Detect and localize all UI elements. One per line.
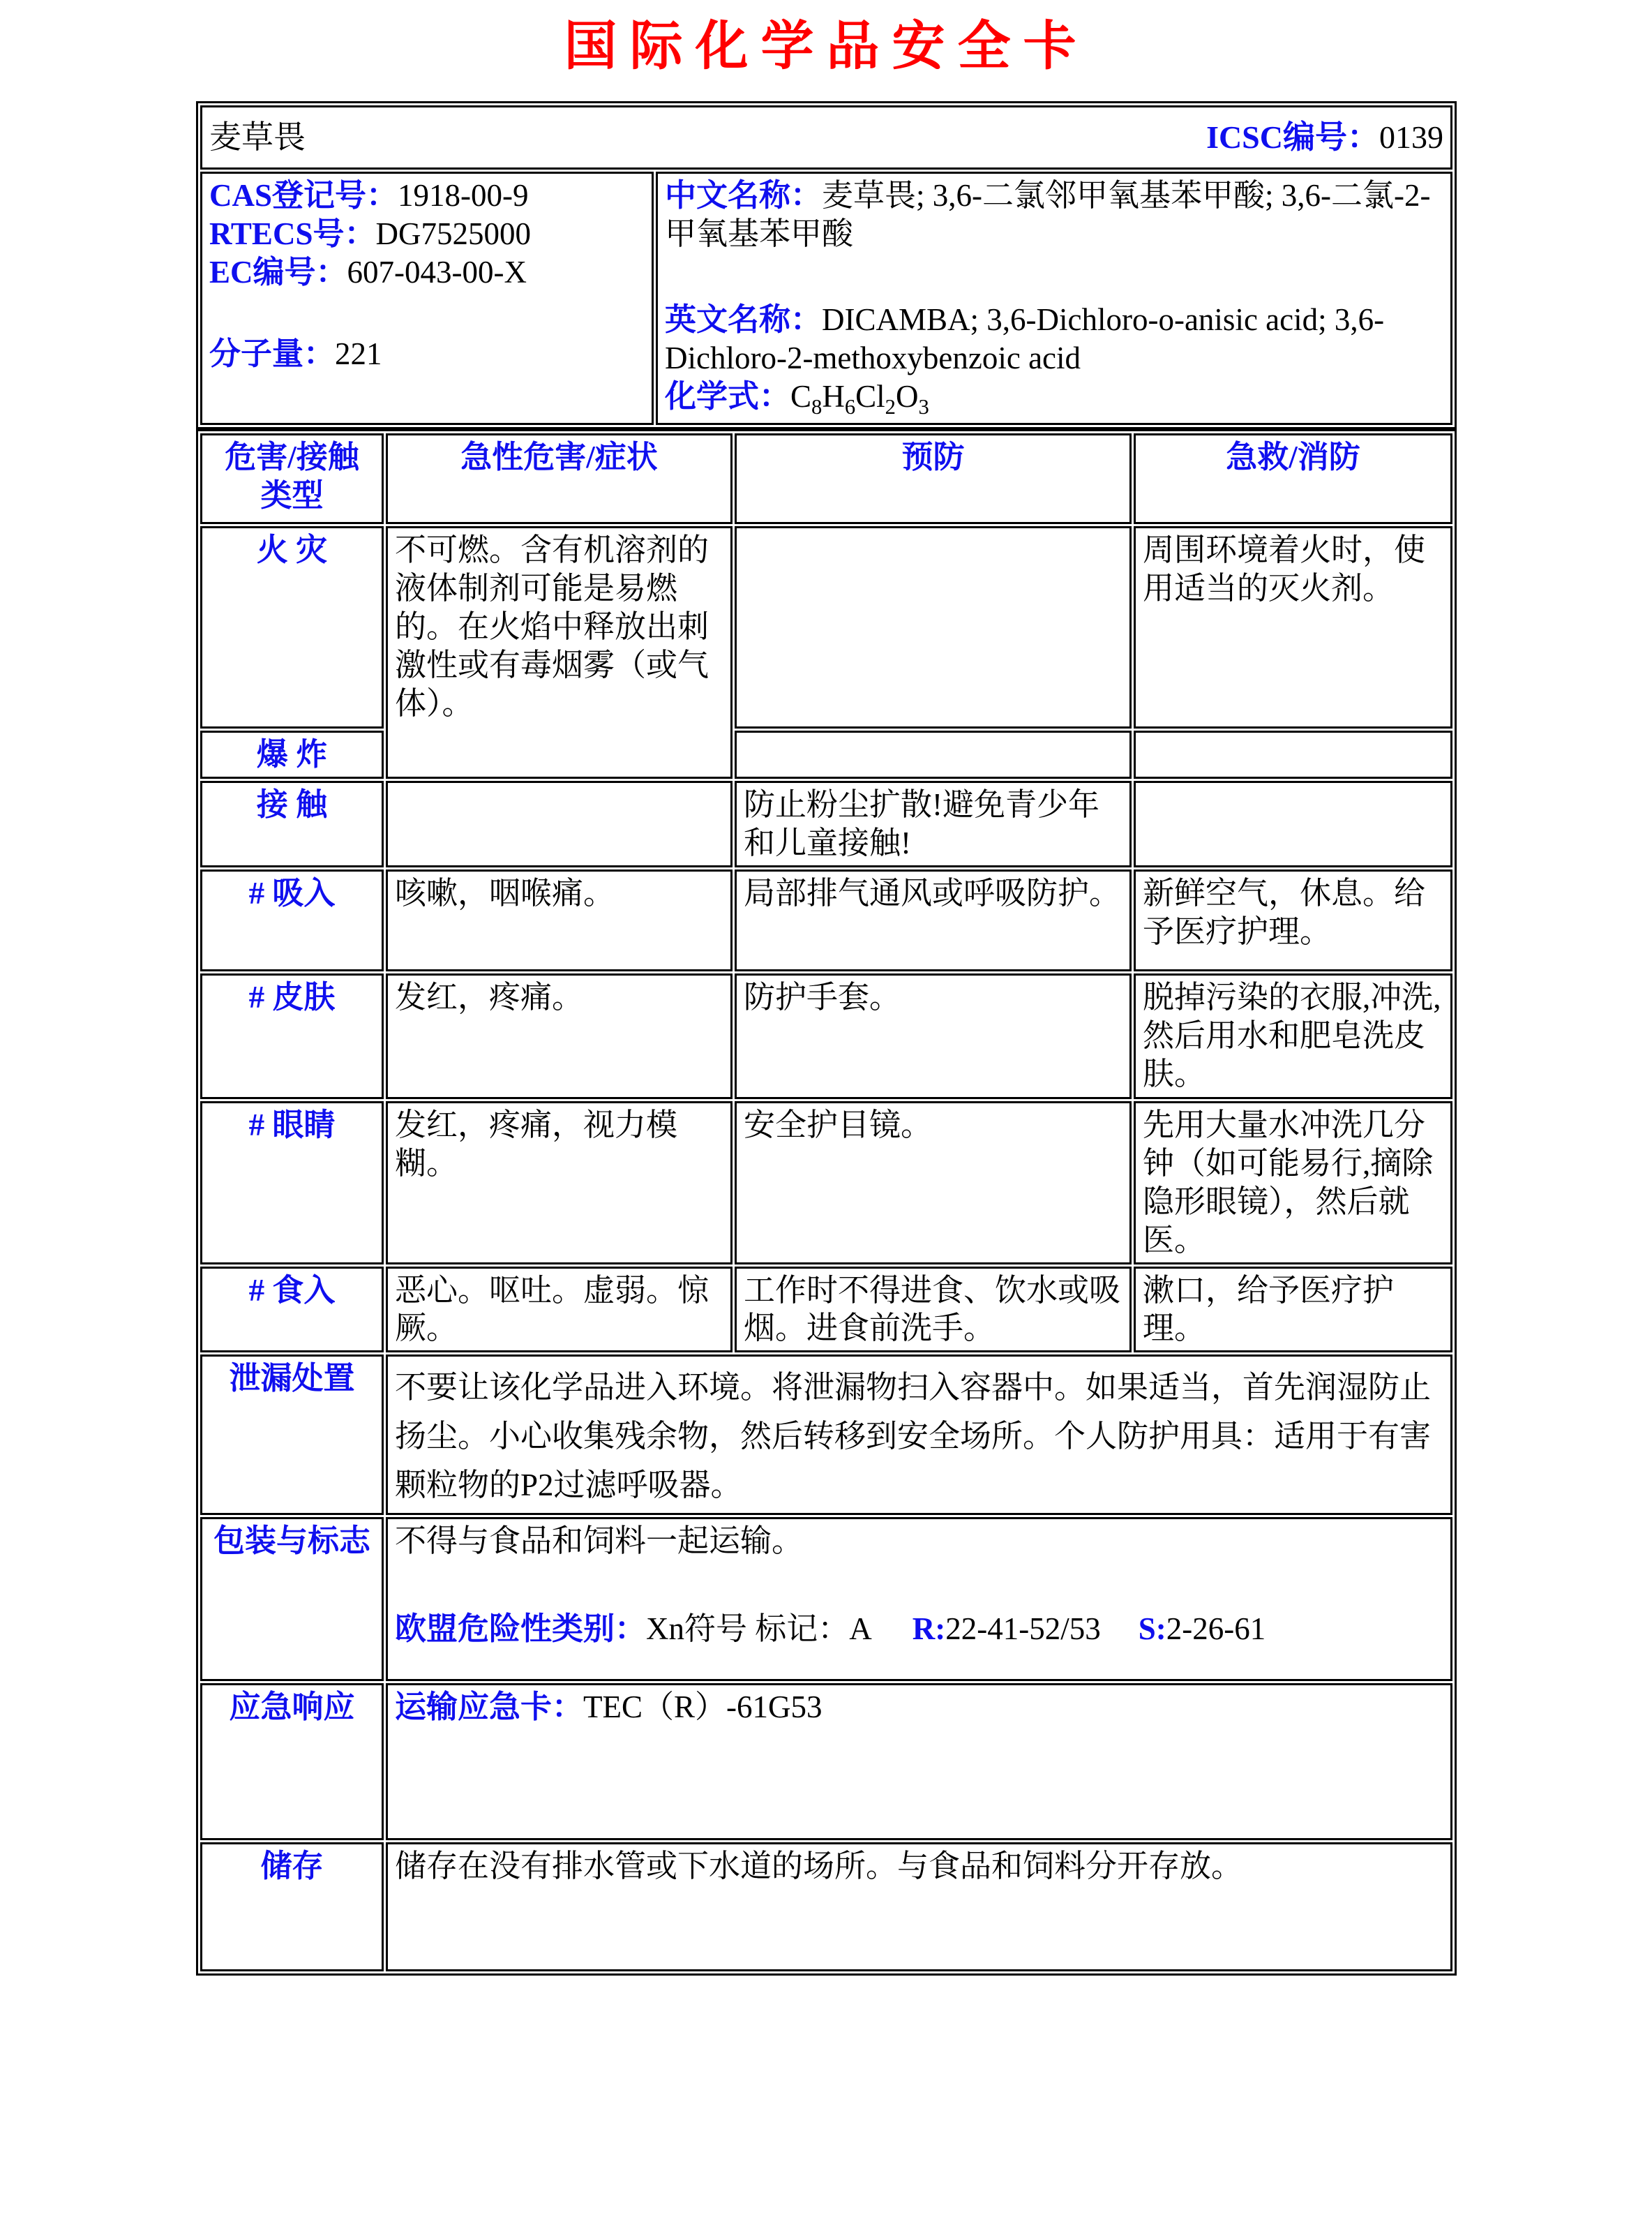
names-cell	[656, 172, 1452, 425]
col-header-first-aid: 急救/消防	[1134, 433, 1452, 524]
eu-hazard-class-value: Xn符号 标记：A	[646, 1611, 872, 1647]
cas-label: CAS登记号：	[209, 178, 398, 214]
eu-hazard-class-line	[395, 1610, 1443, 1648]
ec-value: 607-043-00-X	[347, 255, 527, 290]
fire-first-aid-cell: 周围环境着火时，使用适当的灭火剂。	[1134, 526, 1452, 729]
row-label-storage: 储存	[200, 1842, 384, 1971]
s-phrase: S:2-26-61	[1138, 1611, 1266, 1647]
hazard-table	[196, 429, 1457, 1975]
explosion-first-aid-cell	[1134, 731, 1452, 779]
rtecs-line	[209, 215, 645, 253]
eyes-first-aid-cell: 先用大量水冲洗几分钟（如可能易行,摘除隐形眼镜），然后就医。	[1134, 1101, 1452, 1264]
molecular-weight-label: 分子量：	[209, 336, 336, 372]
contact-prevention-cell: 防止粉尘扩散!避免青少年和儿童接触!	[735, 781, 1132, 867]
ingestion-first-aid-cell: 漱口，给予医疗护理。	[1134, 1267, 1452, 1353]
row-label-explosion: 爆 炸	[200, 731, 384, 779]
col-header-hazard-type: 危害/接触 类型	[200, 433, 384, 524]
row-label-ingestion: # 食入	[200, 1267, 384, 1353]
row-label-inhalation: # 吸入	[200, 870, 384, 971]
eyes-symptoms-cell: 发红，疼痛，视力模糊。	[386, 1101, 733, 1264]
skin-symptoms-cell: 发红，疼痛。	[386, 973, 733, 1099]
formula-label: 化学式：	[665, 378, 791, 414]
row-label-skin: # 皮肤	[200, 973, 384, 1099]
explosion-prevention-cell	[735, 731, 1132, 779]
english-name-label: 英文名称：	[665, 302, 823, 338]
inhalation-prevention-cell: 局部排气通风或呼吸防护。	[735, 870, 1132, 971]
eyes-prevention-cell: 安全护目镜。	[735, 1101, 1132, 1264]
ec-line	[209, 253, 645, 292]
ec-label: EC编号：	[209, 255, 347, 290]
icsc-label: ICSC编号：	[1206, 119, 1379, 156]
cas-value: 1918-00-9	[398, 178, 529, 214]
fire-prevention-cell	[735, 526, 1132, 729]
inhalation-first-aid-cell: 新鲜空气，休息。给予医疗护理。	[1134, 870, 1452, 971]
rtecs-label: RTECS号：	[209, 216, 376, 252]
tec-card-label: 运输应急卡：	[395, 1689, 584, 1724]
formula-line	[665, 378, 1443, 420]
rtecs-value: DG7525000	[375, 216, 531, 252]
molecular-weight-value: 221	[335, 336, 382, 372]
chinese-name-value: 麦草畏; 3,6-二氯邻甲氧基苯甲酸; 3,6-二氯-2-甲氧基苯甲酸	[665, 178, 1431, 252]
packaging-transport-note: 不得与食品和饲料一起运输。	[395, 1523, 804, 1558]
spillage-disposal-content: 不要让该化学品进入环境。将泄漏物扫入容器中。如果适当，首先润湿防止扬尘。小心收集残余物，然后转移到安全场所。个人防护用具：适用于有害颗粒物的P2过滤呼吸器。	[386, 1354, 1452, 1514]
chinese-name-line	[665, 177, 1443, 253]
molecular-weight-line	[209, 335, 645, 373]
cas-line	[209, 177, 645, 215]
row-label-fire: 火 灾	[200, 526, 384, 729]
row-label-eyes: # 眼睛	[200, 1101, 384, 1264]
r-phrase: R:22-41-52/53	[912, 1611, 1101, 1647]
page-title: 国际化学品安全卡	[564, 17, 1089, 76]
chemical-formula: $C_8H_6Cl_2O_3$	[790, 378, 929, 419]
ingestion-prevention-cell: 工作时不得进食、饮水或吸烟。进食前洗手。	[735, 1267, 1132, 1353]
skin-prevention-cell: 防护手套。	[735, 973, 1132, 1099]
inhalation-symptoms-cell: 咳嗽，咽喉痛。	[386, 870, 733, 971]
fire-symptoms-cell: 不可燃。含有机溶剂的液体制剂可能是易燃的。在火焰中释放出刺激性或有毒烟雾（或气体）。	[386, 526, 733, 779]
eu-hazard-class-label: 欧盟危险性类别：	[395, 1611, 647, 1647]
tec-card-value: TEC（R）-61G53	[583, 1689, 823, 1724]
packaging-labelling-content	[386, 1517, 1452, 1681]
english-name-line	[665, 301, 1443, 378]
chinese-name-label: 中文名称：	[665, 178, 823, 214]
skin-first-aid-cell: 脱掉污染的衣服,冲洗,然后用水和肥皂洗皮肤。	[1134, 973, 1452, 1099]
row-label-emergency-response: 应急响应	[200, 1683, 384, 1840]
ingestion-symptoms-cell: 恶心。呕吐。虚弱。惊厥。	[386, 1267, 733, 1353]
english-name-value: DICAMBA; 3,6-Dichloro-o-anisic acid; 3,6-Dichloro-2-methoxybenzoic acid	[665, 302, 1385, 376]
icsc-number-group	[1206, 118, 1443, 157]
row-label-spillage-disposal: 泄漏处置	[200, 1354, 384, 1514]
substance-name: 麦草畏	[209, 119, 306, 156]
contact-first-aid-cell	[1134, 781, 1452, 867]
identification-table	[196, 101, 1457, 429]
substance-header-cell	[200, 105, 1452, 170]
emergency-response-content	[386, 1683, 1452, 1840]
col-header-symptoms: 急性危害/症状	[386, 433, 733, 524]
storage-content: 储存在没有排水管或下水道的场所。与食品和饲料分开存放。	[386, 1842, 1452, 1971]
row-label-packaging-labelling: 包装与标志	[200, 1517, 384, 1681]
col-header-prevention: 预防	[735, 433, 1132, 524]
contact-symptoms-cell	[386, 781, 733, 867]
icsc-number: 0139	[1379, 119, 1443, 156]
card-content	[196, 11, 1457, 1976]
registry-numbers-cell	[200, 172, 654, 425]
row-label-contact: 接 触	[200, 781, 384, 867]
